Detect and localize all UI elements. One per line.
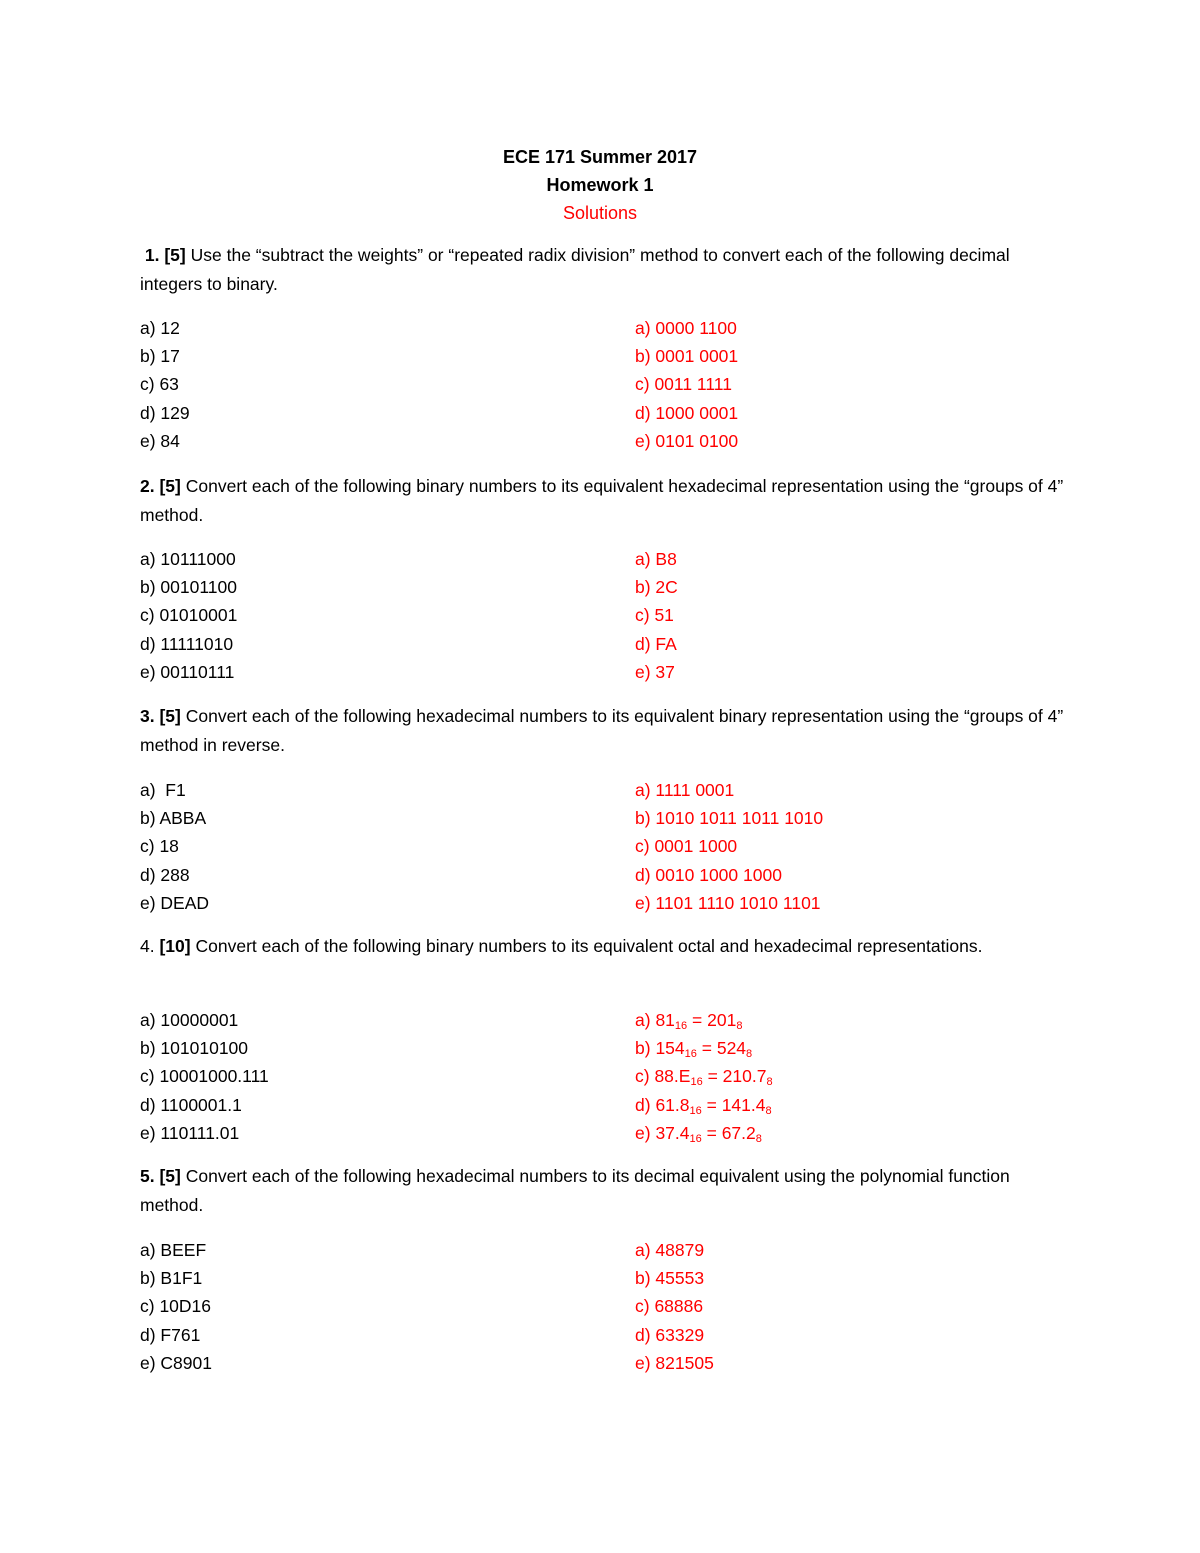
list-item: d) 11111010 d) FA: [140, 630, 1070, 658]
answer: a) B8: [635, 549, 677, 569]
question-3-prompt: [140, 702, 1070, 760]
answer: a) $81_{16} = 201_8$: [635, 1010, 743, 1032]
course-title: ECE 171 Summer 2017: [502, 147, 698, 167]
answer: c) $88.E_{16} = 210.7_8$: [635, 1066, 773, 1089]
list-item: c) 10001000.111 c) $88.E_{16} = 210.7_8$: [140, 1062, 1070, 1090]
document-header: [0, 143, 1200, 227]
list-item: e) C8901 e) 821505: [140, 1349, 1070, 1377]
list-item: a) 10111000 a) B8: [140, 545, 1070, 573]
answer: b) 0001 0001: [635, 346, 739, 367]
answer: a) 1111 0001: [635, 780, 735, 800]
list-item: c) 63 c) 0011 1111: [140, 370, 1070, 398]
question-5-items: [140, 1236, 1070, 1377]
question-text: Convert each of the following binary numbers to its equivalent hexadecimal representation using the “groups of 4” method.: [140, 476, 1064, 525]
question-4-items: [140, 1006, 1070, 1147]
question-text: Convert each of the following hexadecimal numbers to its equivalent binary representation using the “groups of 4” method in reverse.: [140, 706, 1064, 755]
question-points: [5]: [159, 476, 181, 496]
answer: c) 51: [635, 605, 674, 626]
list-item: e) 84 e) 0101 0100: [140, 427, 1070, 455]
answer: e) $37.4_{16} = 67.2_8$: [635, 1122, 762, 1145]
question-number: 2.: [140, 476, 155, 496]
answer: c) 0011 1111: [635, 374, 732, 395]
answer: d) 1000 0001: [635, 402, 739, 423]
question-5-prompt: [140, 1162, 1070, 1220]
list-item: e) 00110111 e) 37: [140, 658, 1070, 686]
list-item: c) 01010001 c) 51: [140, 601, 1070, 629]
list-item: c) 18 c) 0001 1000: [140, 832, 1070, 860]
list-item: b) B1F1 b) 45553: [140, 1264, 1070, 1292]
question-4-prompt: [140, 932, 1070, 961]
question-text: Use the “subtract the weights” or “repeated radix division” method to convert each of the following decimal integers to binary.: [140, 245, 1010, 294]
question-points: [5]: [159, 1166, 181, 1186]
list-item: e) 110111.01 e) $37.4_{16} = 67.2_8$: [140, 1119, 1070, 1147]
answer: b) $154_{16} = 524_8$: [635, 1038, 753, 1061]
homework-title: Homework 1: [546, 175, 654, 195]
list-item: b) ABBA b) 1010 1011 1011 1010: [140, 804, 1070, 832]
answer: e) 0101 0100: [635, 430, 739, 451]
answer: b) 2C: [635, 577, 678, 598]
question-points: [10]: [159, 936, 191, 956]
list-item: a) F1 a) 1111 0001: [140, 776, 1070, 804]
answer: a) 0000 1100: [635, 318, 737, 338]
answer: d) 63329: [635, 1324, 705, 1345]
question-number: 5.: [140, 1166, 155, 1186]
list-item: d) 1100001.1 d) $61.8_{16} = 141.4_8$: [140, 1091, 1070, 1119]
question-number: 3.: [140, 706, 155, 726]
answer: d) FA: [635, 633, 677, 654]
question-number: 1.: [144, 245, 160, 265]
question-points: [5]: [159, 706, 181, 726]
list-item: e) DEAD e) 1101 1110 1010 1101: [140, 889, 1070, 917]
solutions-label: Solutions: [562, 203, 638, 223]
list-item: c) 10D16 c) 68886: [140, 1292, 1070, 1320]
answer: c) 68886: [635, 1296, 704, 1317]
question-2-prompt: [140, 472, 1070, 530]
answer: b) 1010 1011 1011 1010: [635, 808, 824, 829]
answer: c) 0001 1000: [635, 836, 738, 857]
list-item: d) F761 d) 63329: [140, 1321, 1070, 1349]
answer: b) 45553: [635, 1268, 705, 1289]
answer: e) 1101 1110 1010 1101: [635, 892, 821, 913]
answer: d) $61.8_{16} = 141.4_8$: [635, 1094, 772, 1117]
question-text: Convert each of the following binary numbers to its equivalent octal and hexadecimal representations.: [195, 936, 983, 956]
list-item: a) 12 a) 0000 1100: [140, 314, 1070, 342]
question-3-items: [140, 776, 1070, 917]
list-item: d) 288 d) 0010 1000 1000: [140, 861, 1070, 889]
answer: e) 37: [635, 661, 675, 682]
question-1-prompt: [140, 241, 1070, 299]
question-2-items: [140, 545, 1070, 686]
list-item: a) BEEF a) 48879: [140, 1236, 1070, 1264]
answer: e) 821505: [635, 1352, 714, 1373]
list-item: d) 129 d) 1000 0001: [140, 399, 1070, 427]
list-item: b) 00101100 b) 2C: [140, 573, 1070, 601]
list-item: a) 10000001 a) $81_{16} = 201_8$: [140, 1006, 1070, 1034]
question-number: 4.: [140, 936, 155, 956]
list-item: b) 17 b) 0001 0001: [140, 342, 1070, 370]
question-text: Convert each of the following hexadecimal numbers to its decimal equivalent using the polynomial function method.: [140, 1166, 1010, 1215]
question-points: [5]: [164, 245, 186, 265]
list-item: b) 101010100 b) $154_{16} = 524_8$: [140, 1034, 1070, 1062]
question-1-items: [140, 314, 1070, 455]
answer: d) 0010 1000 1000: [635, 864, 782, 885]
answer: a) 48879: [635, 1240, 705, 1260]
